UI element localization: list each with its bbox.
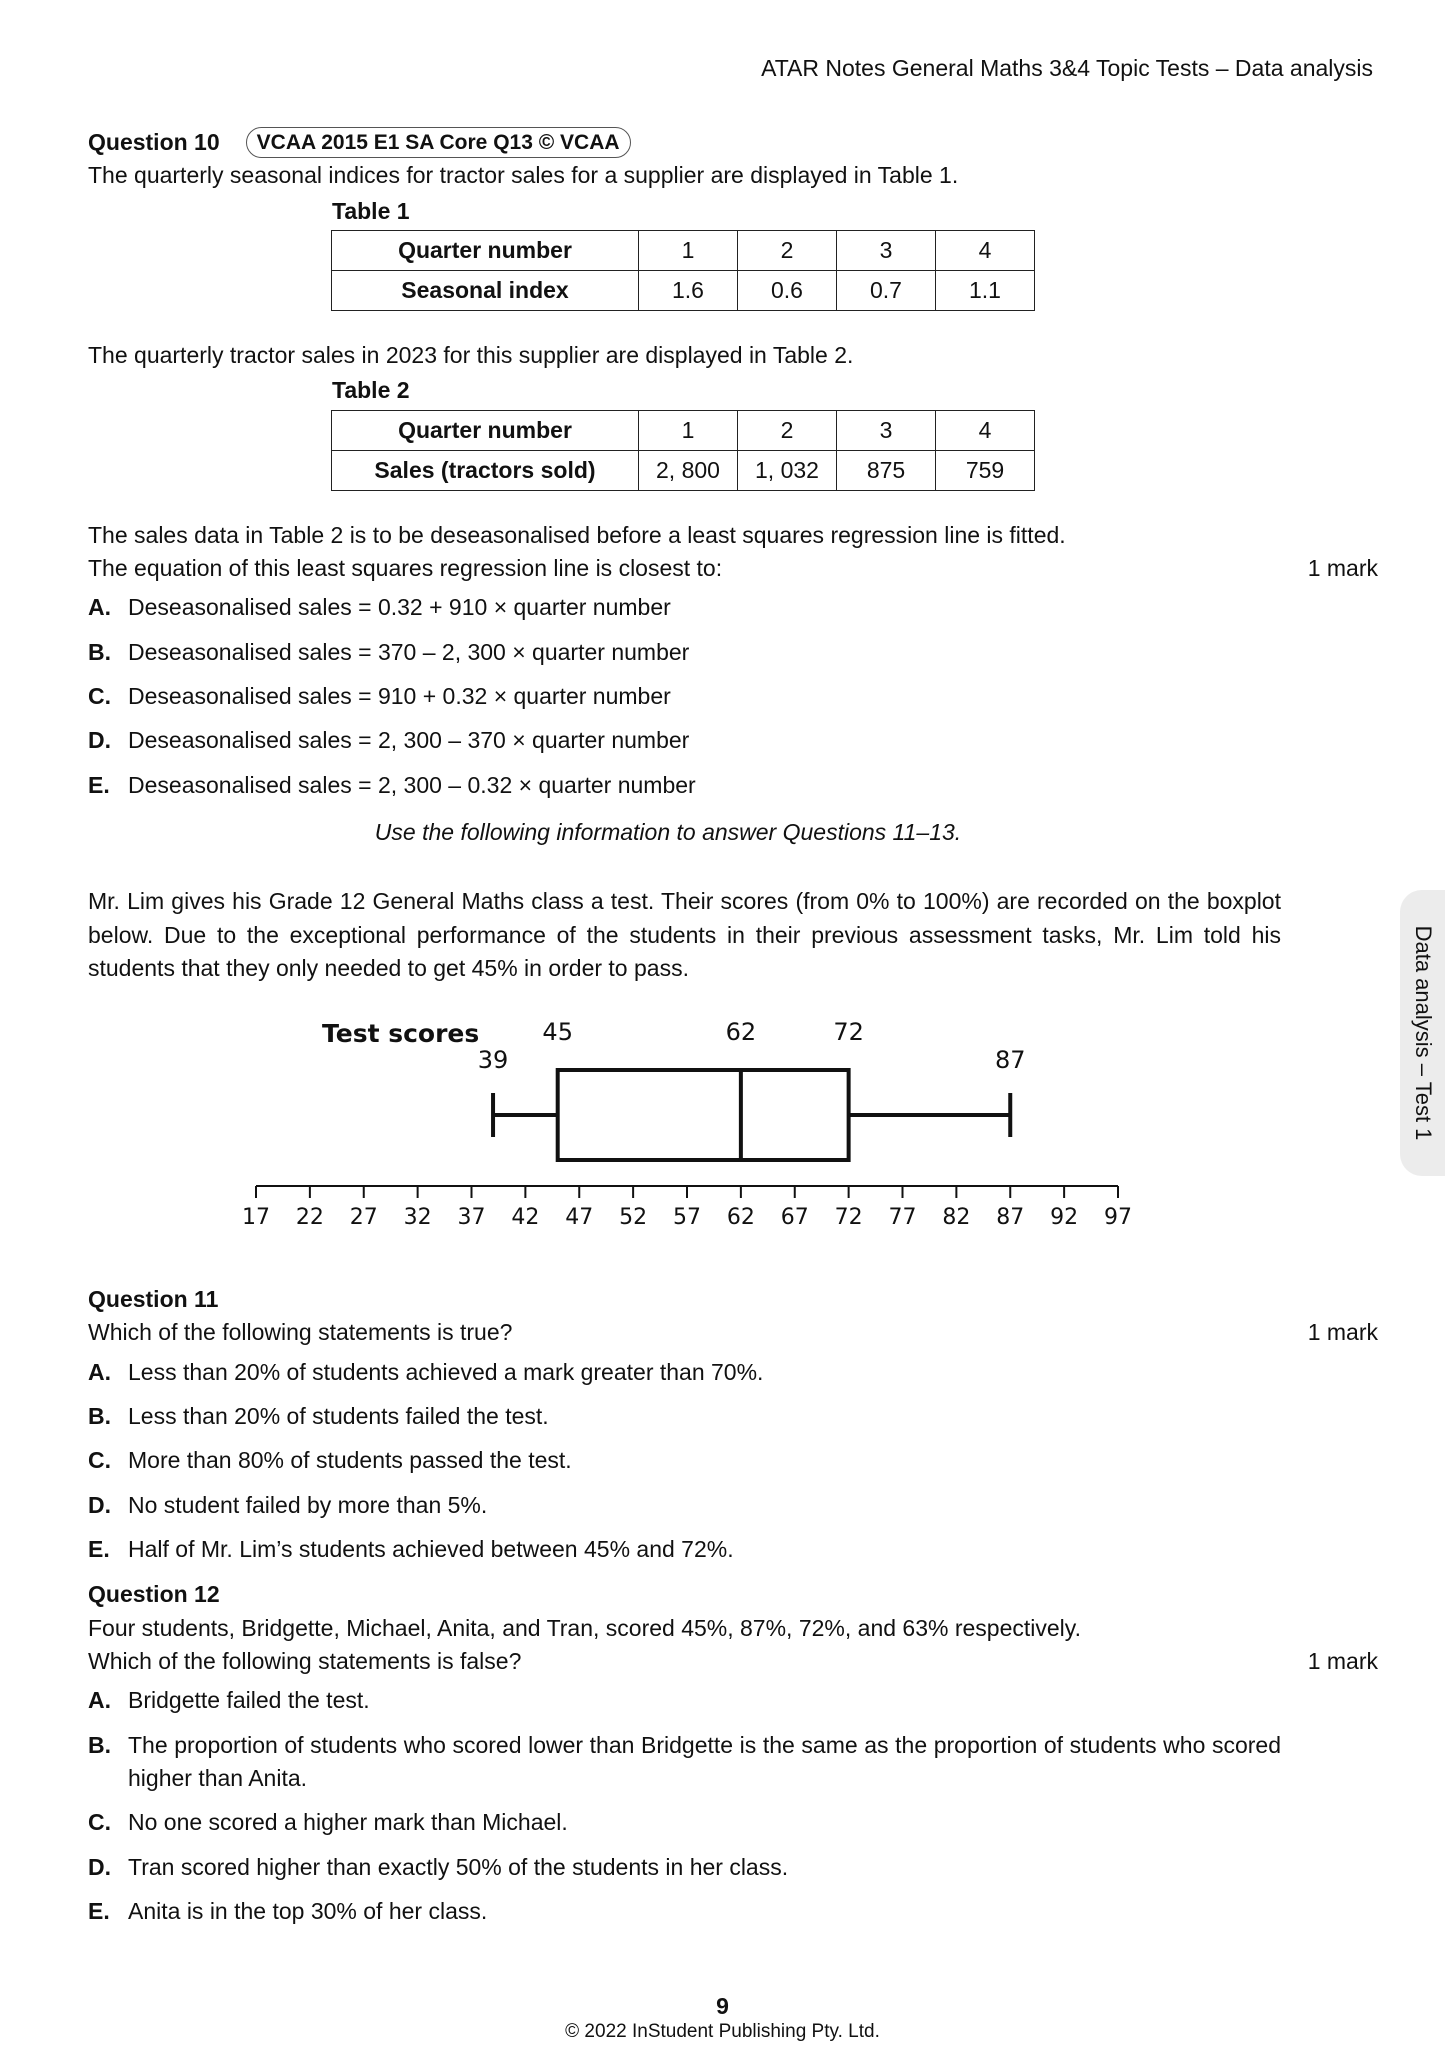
option-text: No one scored a higher mark than Michael.	[128, 1809, 568, 1836]
q1-label: 45	[542, 1017, 573, 1046]
x-tick-label: 22	[295, 1204, 324, 1230]
table-cell: 3	[837, 231, 936, 271]
question-11-prompt: Which of the following statements is true?	[88, 1319, 513, 1346]
option-text: Anita is in the top 30% of her class.	[128, 1898, 488, 1924]
x-tick-label: 72	[834, 1204, 863, 1230]
option-label: D.	[88, 1491, 111, 1518]
x-tick-label: 47	[565, 1204, 594, 1230]
info-intro: Use the following information to answer Questions 11–13.	[374, 819, 962, 846]
x-tick-label: 67	[780, 1204, 809, 1230]
option-label: E.	[88, 1898, 110, 1924]
option-label: A.	[88, 1358, 111, 1385]
table-2-title: Table 2	[332, 377, 410, 404]
source-badge: VCAA 2015 E1 SA Core Q13 © VCAA	[246, 127, 631, 158]
table-2	[331, 410, 1035, 491]
table-cell: 1, 032	[738, 450, 837, 490]
option-label: C.	[88, 683, 111, 710]
option-text: Deseasonalised sales = 0.32 + 910 × quarter number	[128, 594, 671, 621]
question-12-title: Question 12	[88, 1581, 220, 1608]
option-text: The proportion of students who scored lower than Bridgette is the same as the proportion of students who scored higher than Anita.	[128, 1731, 1281, 1791]
option-b	[88, 1729, 1281, 1796]
table-row	[332, 410, 1035, 450]
option-d	[88, 1489, 1378, 1522]
option-label: B.	[88, 1731, 111, 1758]
x-tick-label: 62	[726, 1204, 755, 1230]
option-text: Half of Mr. Lim’s students achieved between 45% and 72%.	[128, 1535, 734, 1562]
table-cell: 1	[639, 231, 738, 271]
table-cell: 0.7	[837, 271, 936, 311]
table-header-cell: Seasonal index	[332, 271, 639, 311]
x-tick-label: 17	[242, 1204, 270, 1230]
option-label: A.	[88, 594, 111, 621]
question-12-line-1: Four students, Bridgette, Michael, Anita, and Tran, scored 45%, 87%, 72%, and 63% respectively.	[88, 1614, 1081, 1641]
max-label: 87	[994, 1045, 1026, 1074]
table-cell: 2, 800	[639, 450, 738, 490]
section-side-tab	[1400, 890, 1445, 1176]
option-a	[88, 591, 1378, 624]
table-cell: 0.6	[738, 271, 837, 311]
table-1	[331, 230, 1035, 311]
question-11-options	[88, 1356, 1378, 1567]
table-cell: 1.6	[639, 271, 738, 311]
iqr-box	[558, 1070, 849, 1160]
info-paragraph: Mr. Lim gives his Grade 12 General Maths class a test. Their scores (from 0% to 100%) are recorded on the boxplot below. Due to the exceptional performance of the students in their previous assessment tasks, Mr. Lim told his students that they only needed to get 45% in order to pass.	[88, 888, 1281, 982]
option-label: E.	[88, 1535, 110, 1562]
option-e	[88, 769, 1378, 802]
q3-label: 72	[833, 1017, 864, 1046]
option-text: Deseasonalised sales = 370 – 2, 300 × quarter number	[128, 638, 690, 665]
question-10-heading	[88, 126, 1378, 159]
table-cell: 1.1	[936, 271, 1035, 311]
option-text: Less than 20% of students achieved a mark greater than 70%.	[128, 1358, 764, 1385]
table-row	[332, 450, 1035, 490]
option-label: E.	[88, 771, 110, 798]
table-cell: 1	[639, 410, 738, 450]
min-label: 39	[477, 1045, 509, 1074]
question-11-prompt-row	[88, 1316, 1378, 1349]
option-label: D.	[88, 1853, 111, 1880]
question-10-prompt-row	[88, 552, 1378, 585]
x-tick-label: 57	[673, 1204, 701, 1230]
option-a	[88, 1684, 1281, 1717]
mark-label: 1 mark	[1307, 1647, 1378, 1674]
page-number: 9	[716, 1993, 729, 2019]
table-cell: 759	[936, 450, 1035, 490]
option-e	[88, 1895, 1281, 1928]
table-row	[332, 231, 1035, 271]
table-header-cell: Quarter number	[332, 410, 639, 450]
copyright: © 2022 InStudent Publishing Pty. Ltd.	[565, 2021, 880, 2042]
question-10-options	[88, 591, 1378, 802]
median-label: 62	[725, 1017, 757, 1046]
question-10-text-1: The sales data in Table 2 is to be deseasonalised before a least squares regression line is fitted.	[88, 521, 1066, 548]
option-b	[88, 636, 1378, 669]
option-c	[88, 1806, 1281, 1839]
chart-title: Test scores	[322, 1018, 480, 1048]
question-12-options	[88, 1684, 1281, 1928]
table-cell: 4	[936, 231, 1035, 271]
option-text: More than 80% of students passed the test.	[128, 1447, 572, 1474]
table-header-cell: Quarter number	[332, 231, 639, 271]
x-tick-label: 27	[349, 1204, 378, 1230]
option-text: Deseasonalised sales = 910 + 0.32 × quarter number	[128, 683, 671, 710]
option-c	[88, 680, 1378, 713]
x-tick-label: 92	[1050, 1204, 1079, 1230]
option-e	[88, 1533, 1378, 1566]
option-text: Deseasonalised sales = 2, 300 – 370 × quarter number	[128, 727, 690, 754]
mark-label: 1 mark	[1307, 1319, 1378, 1346]
x-tick-label: 32	[403, 1204, 432, 1230]
table-1-title: Table 1	[332, 197, 410, 224]
option-c	[88, 1444, 1378, 1477]
table-row	[332, 271, 1035, 311]
x-tick-label: 82	[942, 1204, 971, 1230]
option-text: Bridgette failed the test.	[128, 1687, 370, 1714]
option-label: D.	[88, 727, 111, 754]
question-12-prompt: Which of the following statements is false?	[88, 1647, 522, 1674]
option-label: A.	[88, 1687, 111, 1714]
option-b	[88, 1400, 1378, 1433]
boxplot-chart	[228, 1004, 1228, 1234]
option-label: B.	[88, 1402, 111, 1429]
table-header-cell: Sales (tractors sold)	[332, 450, 639, 490]
x-tick-label: 42	[511, 1204, 540, 1230]
x-tick-label: 77	[888, 1204, 917, 1230]
question-12-heading	[88, 1578, 1378, 1611]
option-label: B.	[88, 638, 111, 665]
question-10-title: Question 10	[88, 129, 220, 155]
running-header: ATAR Notes General Maths 3&4 Topic Tests – Data analysis	[761, 55, 1373, 81]
table-cell: 2	[738, 231, 837, 271]
question-10-intro: The quarterly seasonal indices for tractor sales for a supplier are displayed in Table 1.	[88, 162, 959, 189]
table-cell: 2	[738, 410, 837, 450]
option-a	[88, 1356, 1378, 1389]
x-tick-label: 37	[457, 1204, 486, 1230]
page-content	[88, 126, 1378, 1939]
option-text: Deseasonalised sales = 2, 300 – 0.32 × quarter number	[128, 771, 696, 798]
option-d	[88, 1851, 1281, 1884]
table-cell: 875	[837, 450, 936, 490]
option-label: C.	[88, 1447, 111, 1474]
option-text: Tran scored higher than exactly 50% of the students in her class.	[128, 1853, 789, 1880]
side-tab-label: Data analysis – Test 1	[1410, 925, 1436, 1141]
table-cell: 4	[936, 410, 1035, 450]
question-10-intro-2: The quarterly tractor sales in 2023 for this supplier are displayed in Table 2.	[88, 342, 854, 369]
x-tick-label: 52	[619, 1204, 648, 1230]
question-12-prompt-row	[88, 1645, 1378, 1678]
question-11-title: Question 11	[88, 1285, 219, 1312]
mark-label: 1 mark	[1307, 555, 1378, 582]
option-text: Less than 20% of students failed the test.	[128, 1402, 549, 1429]
option-d	[88, 724, 1378, 757]
question-10-prompt: The equation of this least squares regression line is closest to:	[88, 555, 723, 582]
table-cell: 3	[837, 410, 936, 450]
x-tick-label: 87	[996, 1204, 1025, 1230]
x-tick-label: 97	[1104, 1204, 1132, 1230]
option-label: C.	[88, 1809, 111, 1836]
question-11-heading	[88, 1283, 1378, 1316]
option-text: No student failed by more than 5%.	[128, 1491, 488, 1518]
